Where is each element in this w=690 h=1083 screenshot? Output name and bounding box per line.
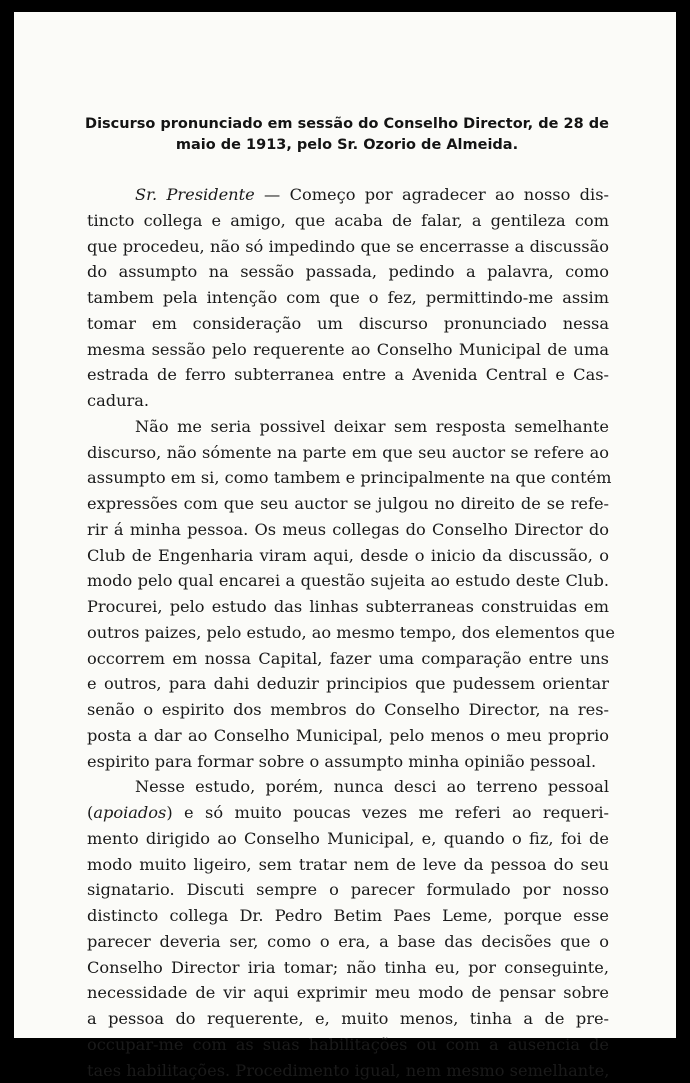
text-line: Sr. Presidente — Começo por agradecer ao nosso dis- — [87, 182, 609, 208]
document-page — [14, 12, 676, 1038]
text-line: do assumpto na sessão passada, pedindo a palavra, como — [87, 259, 609, 285]
text-line: Nesse estudo, porém, nunca desci ao terreno pessoal — [87, 774, 609, 800]
text-line: parecer deveria ser, como o era, a base das decisões que o — [87, 929, 609, 955]
title-line: maio de 1913, pelo Sr. Ozorio de Almeida. — [72, 135, 622, 156]
text-line: signatario. Discuti sempre o parecer formulado por nosso — [87, 877, 609, 903]
text-line: Não me seria possivel deixar sem resposta semelhante — [87, 414, 609, 440]
text-line: discurso, não sómente na parte em que seu auctor se refere ao — [87, 440, 609, 466]
text-line: outros paizes, pelo estudo, ao mesmo tempo, dos elementos que — [87, 620, 609, 646]
text-line: cadura. — [87, 388, 609, 414]
text-line: rir á minha pessoa. Os meus collegas do Conselho Director do — [87, 517, 609, 543]
text-line: posta a dar ao Conselho Municipal, pelo menos o meu proprio — [87, 723, 609, 749]
text-line: modo muito ligeiro, sem tratar nem de leve da pessoa do seu — [87, 852, 609, 878]
text-line: Conselho Director iria tomar; não tinha eu, por conseguinte, — [87, 955, 609, 981]
text-line: espirito para formar sobre o assumpto minha opinião pessoal. — [87, 749, 609, 775]
text-line: Club de Engenharia viram aqui, desde o inicio da discussão, o — [87, 543, 609, 569]
text-line: distincto collega Dr. Pedro Betim Paes Leme, porque esse — [87, 903, 609, 929]
text-line: e outros, para dahi deduzir principios que pudessem orientar — [87, 671, 609, 697]
text-line: (apoiados) e só muito poucas vezes me referi ao requeri- — [87, 800, 609, 826]
text-line: taes habilitações. Procedimento igual, nem mesmo semelhante, — [87, 1058, 609, 1083]
text-line: occorrem em nossa Capital, fazer uma comparação entre uns — [87, 646, 609, 672]
text-line: a pessoa do requerente, e, muito menos, tinha a de pre- — [87, 1006, 609, 1032]
text-line: necessidade de vir aqui exprimir meu modo de pensar sobre — [87, 980, 609, 1006]
text-line: modo pelo qual encarei a questão sujeita ao estudo deste Club. — [87, 568, 609, 594]
text-line: mesma sessão pelo requerente ao Conselho Municipal de uma — [87, 337, 609, 363]
text-line: estrada de ferro subterranea entre a Avenida Central e Cas- — [87, 362, 609, 388]
speech-body — [87, 182, 609, 1083]
speaker-address: Sr. Presidente — [135, 185, 255, 204]
text-line: tincto collega e amigo, que acaba de falar, a gentileza com — [87, 208, 609, 234]
speech-title — [72, 114, 622, 156]
text-line: tomar em consideração um discurso pronunciado nessa — [87, 311, 609, 337]
interjection: apoiados — [93, 803, 166, 822]
text-line: tambem pela intenção com que o fez, permittindo-me assim — [87, 285, 609, 311]
text-line: Procurei, pelo estudo das linhas subterraneas construidas em — [87, 594, 609, 620]
text-line: que procedeu, não só impedindo que se encerrasse a discussão — [87, 234, 609, 260]
text-line: senão o espirito dos membros do Conselho Director, na res- — [87, 697, 609, 723]
text-line: assumpto em si, como tambem e principalmente na que contém — [87, 465, 609, 491]
text-line: expressões com que seu auctor se julgou no direito de se refe- — [87, 491, 609, 517]
title-line: Discurso pronunciado em sessão do Conselho Director, de 28 de — [72, 114, 622, 135]
text-line: occupar-me com as suas habilitações ou com a ausencia de — [87, 1032, 609, 1058]
text-line: mento dirigido ao Conselho Municipal, e, quando o fiz, foi de — [87, 826, 609, 852]
